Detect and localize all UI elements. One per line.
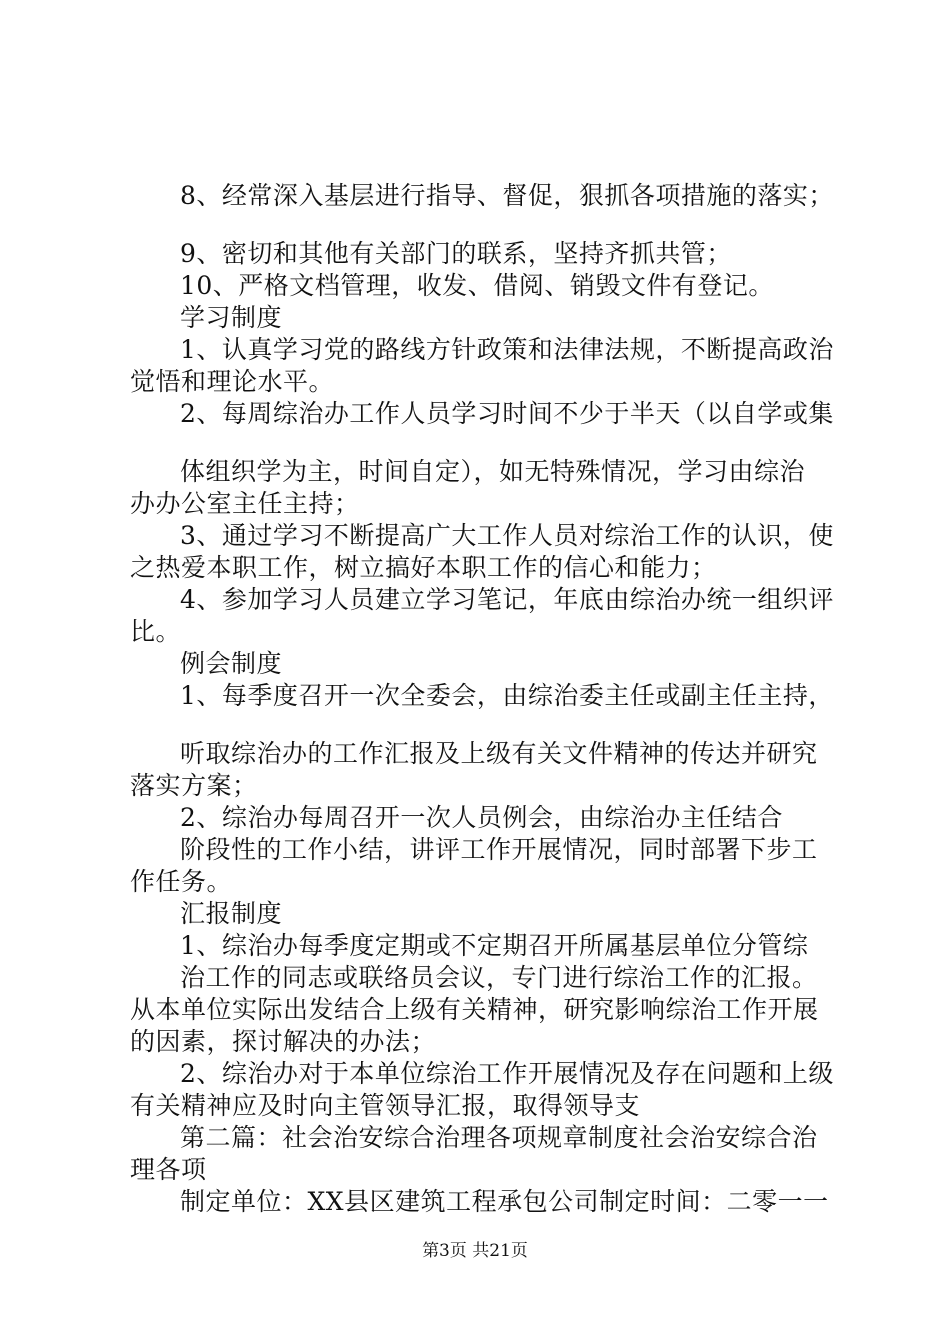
text-line: 落实方案； — [130, 771, 258, 800]
text-line: 体组织学为主，时间自定），如无特殊情况，学习由综治 — [180, 457, 806, 486]
text-line: 听取综治办的工作汇报及上级有关文件精神的传达并研究 — [180, 739, 818, 768]
text-line: 1、综治办每季度定期或不定期召开所属基层单位分管综 — [180, 931, 809, 960]
text-line: 有关精神应及时向主管领导汇报，取得领导支 — [130, 1091, 641, 1120]
text-line: 9、密切和其他有关部门的联系，坚持齐抓共管； — [180, 239, 732, 268]
text-line: 治工作的同志或联络员会议，专门进行综治工作的汇报。 — [180, 963, 818, 992]
section-heading-report: 汇报制度 — [180, 899, 283, 928]
text-line: 觉悟和理论水平。 — [130, 367, 335, 396]
text-line: 10、严格文档管理，收发、借阅、销毁文件有登记。 — [180, 271, 774, 300]
text-line: 从本单位实际出发结合上级有关精神，研究影响综治工作开展 — [130, 995, 819, 1024]
text-line: 办办公室主任主持； — [130, 489, 360, 518]
text-line: 2、每周综治办工作人员学习时间不少于半天（以自学或集 — [180, 399, 834, 428]
text-line: 2、综治办每周召开一次人员例会，由综治办主任结合 — [180, 803, 783, 832]
section-heading-study: 学习制度 — [180, 303, 283, 332]
text-line: 8、经常深入基层进行指导、督促，狠抓各项措施的落实； — [180, 181, 834, 210]
text-line: 的因素，探讨解决的办法； — [130, 1027, 437, 1056]
text-line: 之热爱本职工作，树立搞好本职工作的信心和能力； — [130, 553, 717, 582]
text-line: 制定单位：XX县区建筑工程承包公司制定时间：二零一一 — [180, 1187, 829, 1216]
chapter-heading: 第二篇：社会治安综合治理各项规章制度社会治安综合治 — [180, 1123, 818, 1152]
text-line: 3、通过学习不断提高广大工作人员对综治工作的认识，使 — [180, 521, 834, 550]
text-line: 阶段性的工作小结，讲评工作开展情况，同时部署下步工 — [180, 835, 818, 864]
text-line: 理各项 — [130, 1155, 207, 1184]
text-line: 1、每季度召开一次全委会，由综治委主任或副主任主持， — [180, 681, 834, 710]
text-line: 作任务。 — [130, 867, 233, 896]
text-line: 4、参加学习人员建立学习笔记，年底由综治办统一组织评 — [180, 585, 834, 614]
page-number-footer: 第3页 共21页 — [422, 1241, 528, 1261]
text-line: 2、综治办对于本单位综治工作开展情况及存在问题和上级 — [180, 1059, 834, 1088]
section-heading-meeting: 例会制度 — [180, 649, 283, 678]
text-line: 1、认真学习党的路线方针政策和法律法规，不断提高政治 — [180, 335, 834, 364]
text-line: 比。 — [130, 617, 182, 646]
